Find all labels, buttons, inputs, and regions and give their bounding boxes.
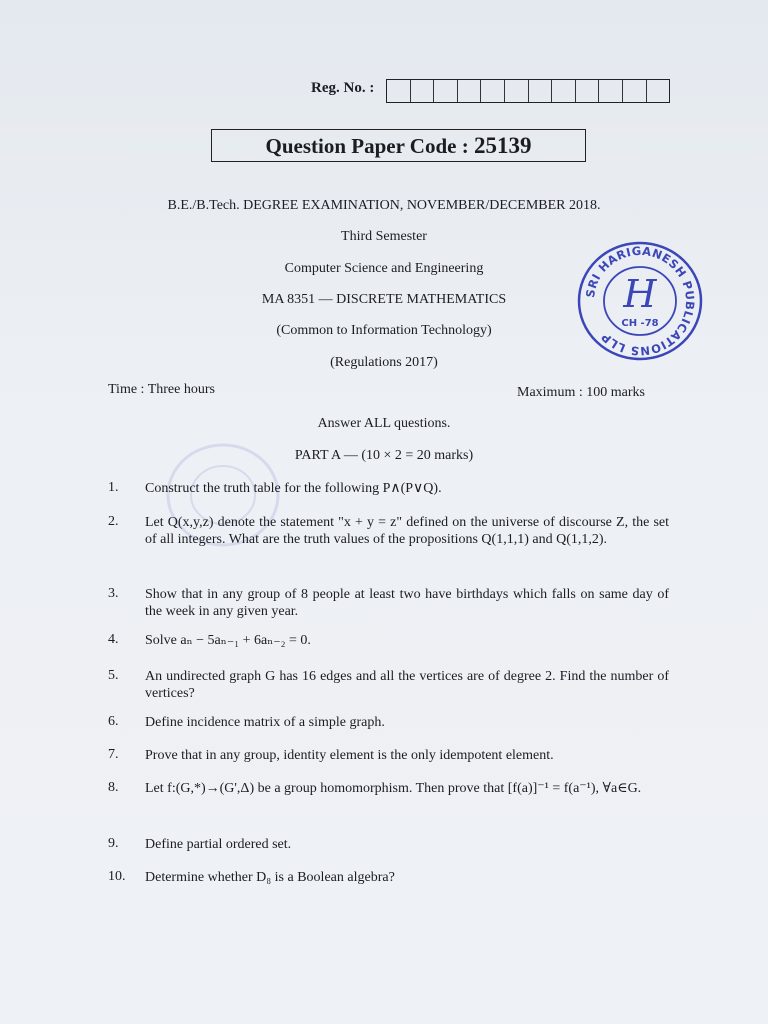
reg-no-box	[458, 80, 482, 102]
question-text: Let Q(x,y,z) denote the statement "x + y = z" defined on the universe of discourse Z, the set of all integers. What are the truth values of the propositions Q(1,1,1) and Q(1,1,2).	[145, 515, 669, 547]
question-paper-code-value: 25139	[473, 133, 532, 158]
question-text: Let f:(G,*)→(G',Δ) be a group homomorphism. Then prove that [f(a)]⁻¹ = f(a⁻¹), ∀a∈G.	[145, 781, 642, 796]
department: Computer Science and Engineering	[284, 261, 484, 276]
reg-no-box	[481, 80, 505, 102]
reg-no-box	[505, 80, 529, 102]
part-a-heading: PART A — (10 × 2 = 20 marks)	[294, 448, 474, 463]
question-number: 1.	[108, 480, 119, 495]
time-allowed: Time : Three hours	[108, 382, 215, 397]
question-text: Define incidence matrix of a simple graph.	[145, 715, 385, 730]
question-number: 10.	[108, 869, 126, 884]
stamp-code: CH -78	[621, 318, 659, 329]
publisher-stamp	[577, 241, 703, 361]
reg-no-box	[529, 80, 553, 102]
question-paper-code	[211, 129, 586, 162]
common-to: (Common to Information Technology)	[276, 323, 492, 338]
maximum-marks: Maximum : 100 marks	[517, 385, 645, 400]
reg-no-box	[647, 80, 670, 102]
question-number: 7.	[108, 747, 119, 762]
question-text: Prove that in any group, identity element is the only idempotent element.	[145, 748, 554, 763]
reg-no-box	[387, 80, 411, 102]
question-number: 8.	[108, 780, 119, 795]
question-text: Show that in any group of 8 people at least two have birthdays which falls on same day of the week in any given year.	[145, 587, 669, 619]
question-text: An undirected graph G has 16 edges and all the vertices are of degree 2. Find the number of vertices?	[145, 669, 669, 701]
question-text: Determine whether D₈ is a Boolean algebra?	[145, 870, 395, 885]
question-paper-code-label: Question Paper Code :	[265, 134, 469, 158]
reg-no-box	[552, 80, 576, 102]
reg-no-boxes	[386, 79, 670, 103]
question-text: Construct the truth table for the following P∧(P∨Q).	[145, 481, 442, 496]
course-title: MA 8351 — DISCRETE MATHEMATICS	[261, 292, 507, 307]
question-number: 3.	[108, 586, 119, 601]
reg-no-box	[623, 80, 647, 102]
reg-no-box	[576, 80, 600, 102]
semester: Third Semester	[341, 229, 427, 244]
reg-no-label: Reg. No. :	[311, 80, 375, 96]
stamp-ring-text: SRI HARIGANESH PUBLICATIONS LLP	[583, 243, 698, 359]
question-number: 9.	[108, 836, 119, 851]
question-number: 5.	[108, 668, 119, 683]
reg-no-box	[599, 80, 623, 102]
reg-no-box	[434, 80, 458, 102]
reg-no-box	[411, 80, 435, 102]
question-number: 2.	[108, 514, 119, 529]
question-number: 4.	[108, 632, 119, 647]
stamp-monogram: H	[623, 272, 657, 316]
question-text: Define partial ordered set.	[145, 837, 292, 852]
question-text: Solve aₙ − 5aₙ₋₁ + 6aₙ₋₂ = 0.	[145, 633, 311, 648]
instruction: Answer ALL questions.	[317, 416, 451, 431]
question-number: 6.	[108, 714, 119, 729]
regulations: (Regulations 2017)	[330, 355, 438, 370]
degree-line: B.E./B.Tech. DEGREE EXAMINATION, NOVEMBER/DECEMBER 2018.	[167, 198, 601, 213]
